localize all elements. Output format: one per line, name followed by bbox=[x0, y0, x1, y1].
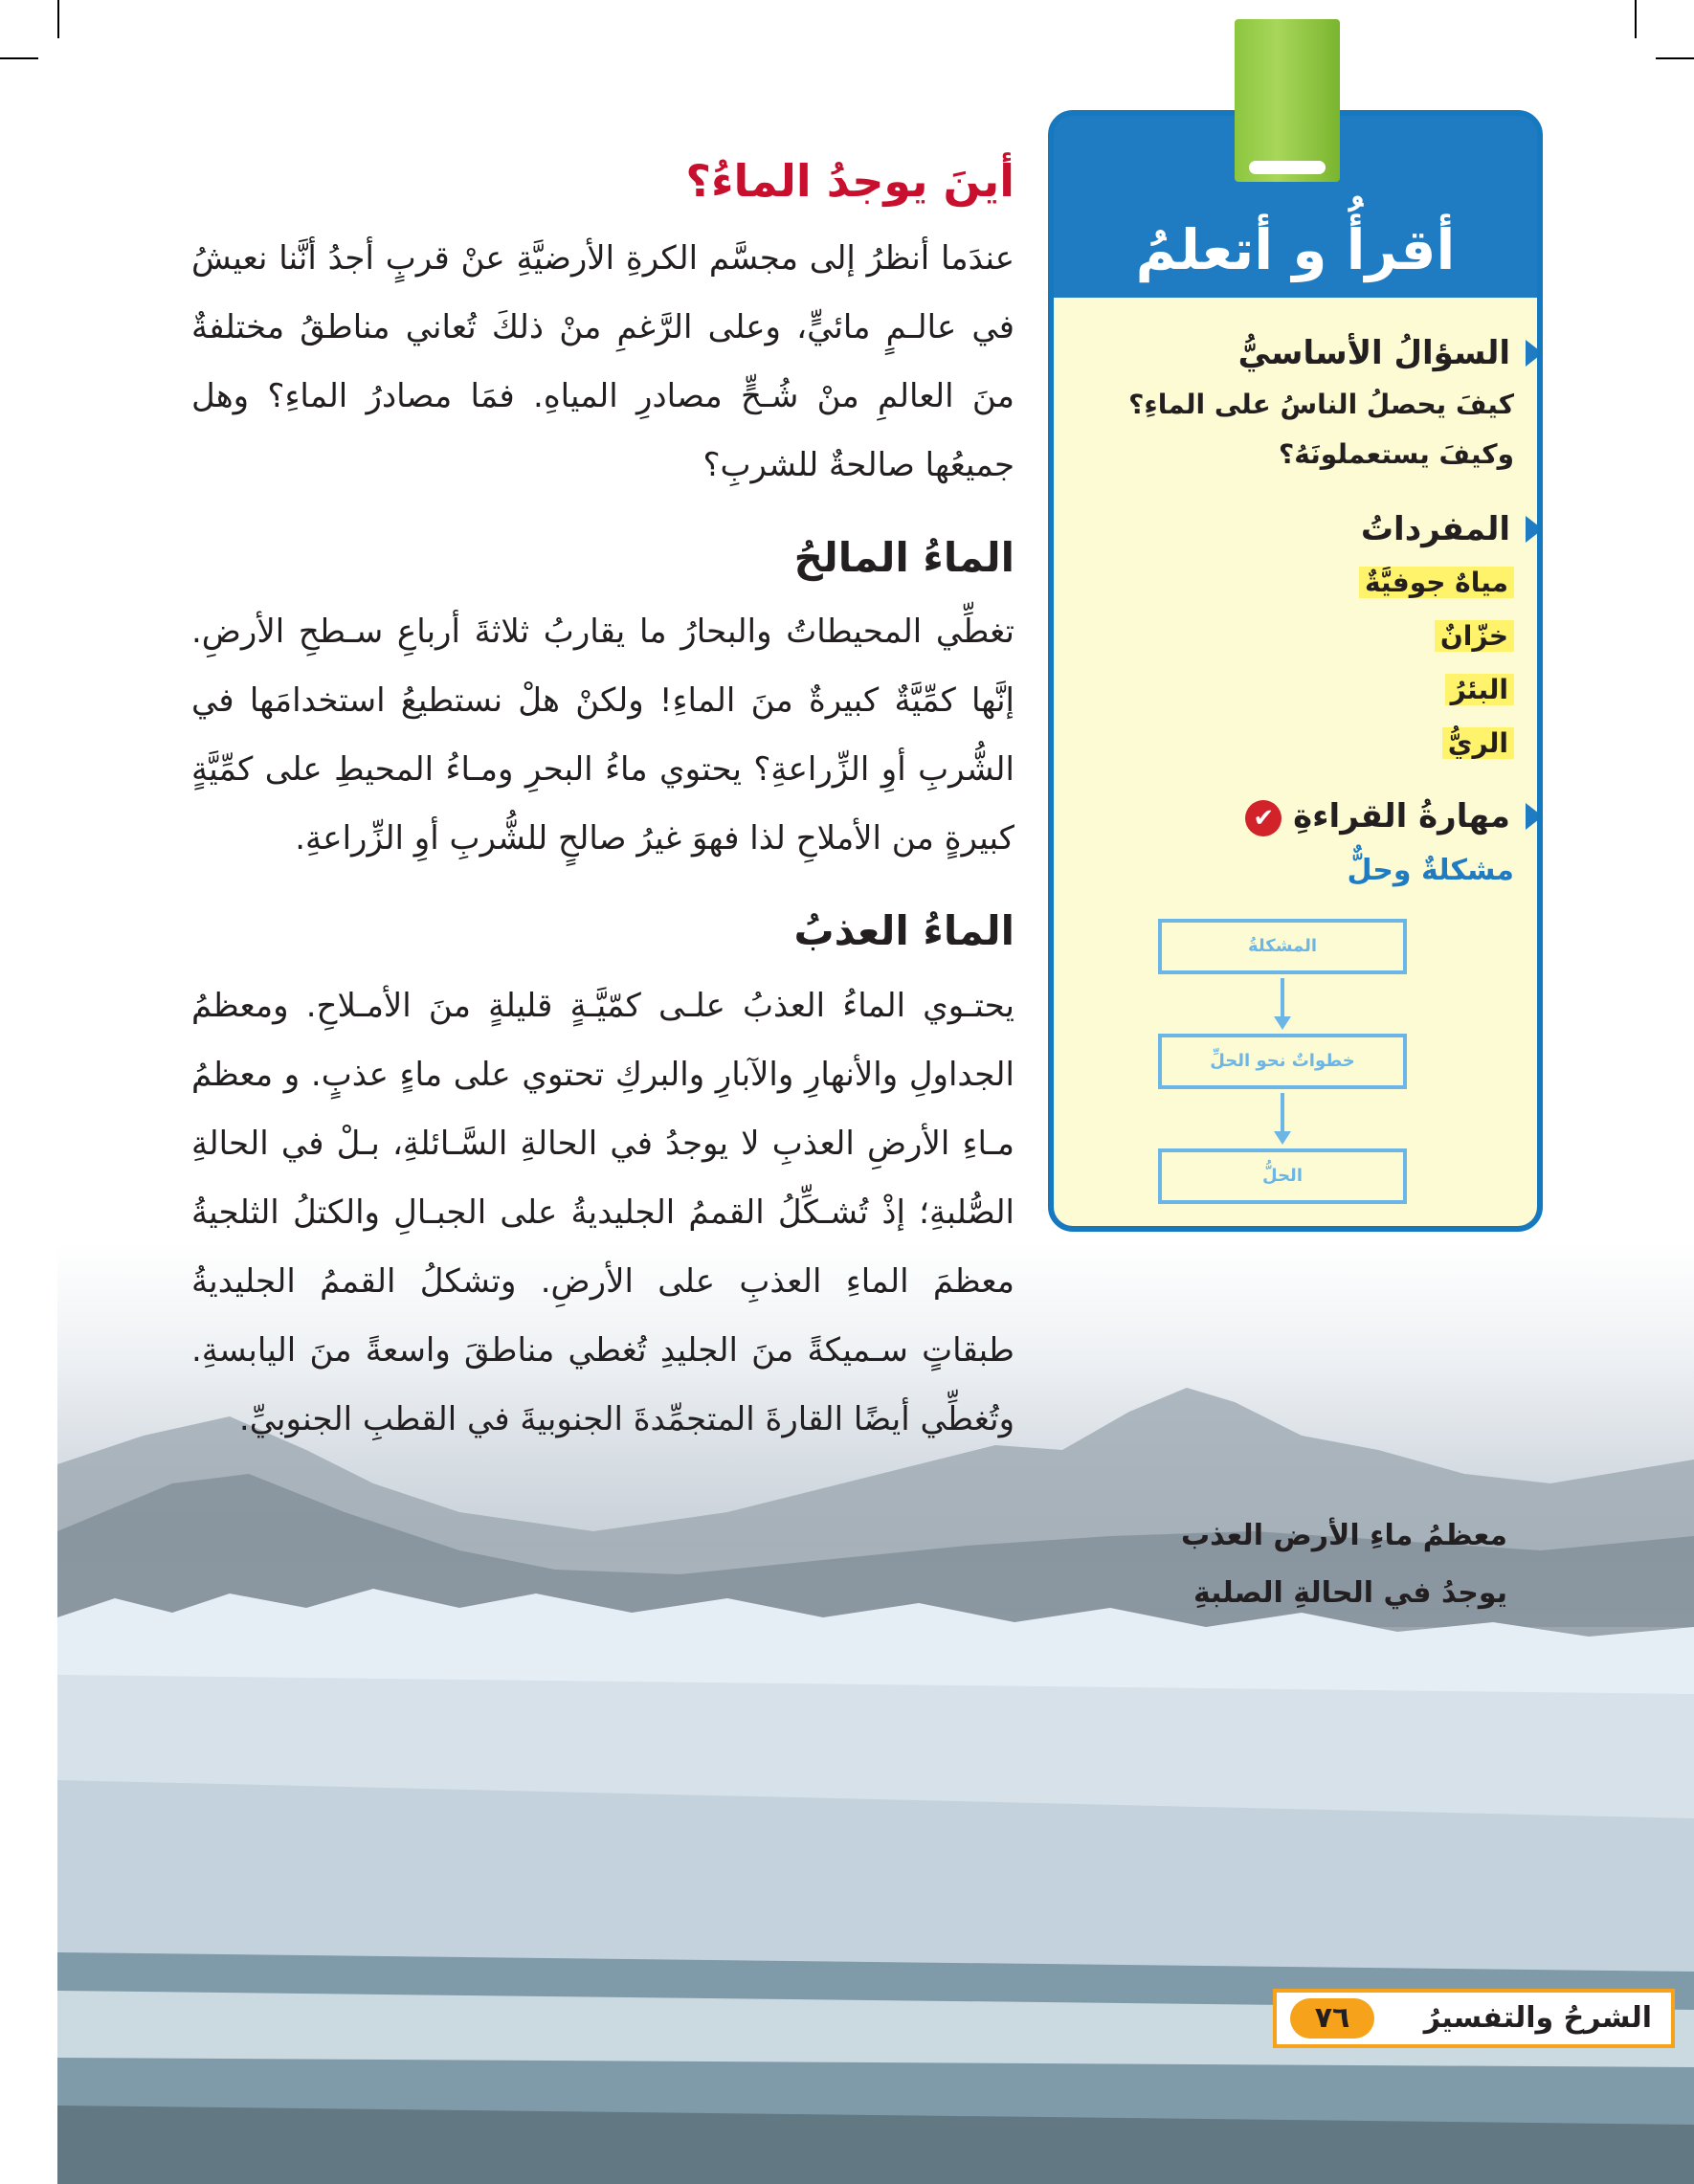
vocab-term: البئرُ bbox=[1445, 674, 1514, 705]
caption-line: معظمُ ماءِ الأرض العذب bbox=[1181, 1519, 1507, 1552]
fresh-water-heading: الماءُ العذبُ bbox=[793, 907, 1014, 955]
salt-water-paragraph: تغطِّي المحيطاتُ والبحارُ ما يقاربُ ثلاثةَ أرباعِ سـطحِ الأرضِ. إنَّها كمِّيَّةٌ كبيرةٌ منَ الماءِ! ولكنْ هلْ نستطيعُ استخدامَها في الشُّربِ أوِ الزِّراعةِ؟ يحتوي ماءُ البحرِ ومـاءُ المحيطِ على كمِّيَّةٍ كبيرةٍ من الأملاحِ لذا فهوَ غيرُ صالحٍ للشُّربِ أوِ الزِّراعةِ. bbox=[191, 613, 1014, 858]
bookmark-ribbon bbox=[1235, 19, 1340, 182]
vocab-item bbox=[1077, 613, 1514, 663]
vocab-item bbox=[1077, 721, 1514, 770]
caption-line: يوجدُ في الحالةِ الصلبةِ bbox=[1192, 1576, 1507, 1610]
vocab-term: مياهٌ جوفيَّةٌ bbox=[1359, 567, 1514, 598]
flow-box-problem: المشكلةُ bbox=[1158, 919, 1407, 974]
reading-skill-heading bbox=[1077, 790, 1514, 843]
essential-question-text: كيفَ يحصلُ الناسُ على الماءِ؟ وكيفَ يستعملونَهُ؟ bbox=[1128, 389, 1514, 470]
vocabulary-heading bbox=[1077, 502, 1514, 556]
checkmark-icon: ✔ bbox=[1245, 800, 1282, 836]
vocab-item bbox=[1077, 667, 1514, 717]
main-heading: أينَ يوجدُ الماءُ؟ bbox=[685, 155, 1014, 207]
photo-caption bbox=[1105, 1507, 1507, 1622]
crop-mark bbox=[0, 57, 38, 59]
crop-mark bbox=[1635, 0, 1637, 38]
crop-mark bbox=[1656, 57, 1694, 59]
arrow-icon bbox=[1526, 516, 1543, 543]
main-column bbox=[191, 153, 1014, 1454]
intro-paragraph: عندَما أنظرُ إلى مجسَّم الكرةِ الأرضيَّةِ عنْ قربٍ أجدُ أنَّنا نعيشُ في عالـمٍ مائيٍّ، وعلى الرَّغمِ منْ ذلكَ تُعاني مناطقُ مختلفةٌ منَ العالمِ منْ شُـحٍّ مصادرِ المياهِ. فمَا مصادرُ الماءِ؟ وهل جميعُها صالحةٌ للشربِ؟ bbox=[191, 238, 1014, 484]
box-title: أقرأُ و أتعلمُ bbox=[1135, 217, 1456, 282]
vocabulary-label: المفرداتُ bbox=[1360, 510, 1510, 548]
vocab-term: الريُّ bbox=[1442, 727, 1514, 759]
flow-box-steps: خطواتٌ نحو الحلِّ bbox=[1158, 1034, 1407, 1089]
reading-skill-text: مشكلةٌ وحلٌّ bbox=[1347, 854, 1514, 887]
vocab-term: خزّانٌ bbox=[1435, 620, 1514, 652]
vocabulary-list bbox=[1077, 560, 1514, 770]
essential-question-heading bbox=[1077, 326, 1514, 380]
problem-solution-chart bbox=[1158, 919, 1407, 1204]
arrow-icon bbox=[1526, 340, 1543, 367]
footer-tab bbox=[1273, 1989, 1675, 2048]
down-arrow-icon bbox=[1158, 1089, 1407, 1148]
reading-skill-label: مهارةُ القراءةِ bbox=[1293, 797, 1510, 836]
footer-label: الشرحُ والتفسيرُ bbox=[1423, 2001, 1652, 2035]
vocab-item bbox=[1077, 560, 1514, 610]
down-arrow-icon bbox=[1158, 974, 1407, 1034]
crop-mark bbox=[57, 0, 59, 38]
ribbon-hole bbox=[1249, 161, 1326, 174]
page-number: ٧٦ bbox=[1290, 1998, 1374, 2039]
essential-question-label: السؤالُ الأساسيُّ bbox=[1237, 334, 1510, 372]
fresh-water-paragraph: يحتـوي الماءُ العذبُ علـى كمّيَّـةٍ قليلةٍ منَ الأمـلاحِ. ومعظمُ الجداولِ والأنهارِ والآبارِ والبركِ تحتوي على ماءٍ عذبٍ. و معظمُ مـاءِ الأرضِ العذبِ لا يوجدُ في الحالةِ السَّـائلةِ، بـلْ في الحالةِ الصُّلبةِ؛ إذْ تُشـكِّلُ القممُ الجليديةُ على الجبـالِ والكتلُ الثلجيةُ معظمَ الماءِ العذبِ على الأرضِ. وتشكلُ القممُ الجليديةُ طبقاتٍ سـميكةً منَ الجليدِ تُغطي مناطقَ واسعةً منَ اليابسةِ. وتُغطِّي أيضًا القارةَ المتجمِّدةَ الجنوبيةَ في القطبِ الجنوبيِّ. bbox=[191, 986, 1014, 1438]
arrow-icon bbox=[1526, 803, 1543, 830]
flow-box-solution: الحلُّ bbox=[1158, 1148, 1407, 1204]
salt-water-heading: الماءُ المالحُ bbox=[793, 533, 1014, 581]
